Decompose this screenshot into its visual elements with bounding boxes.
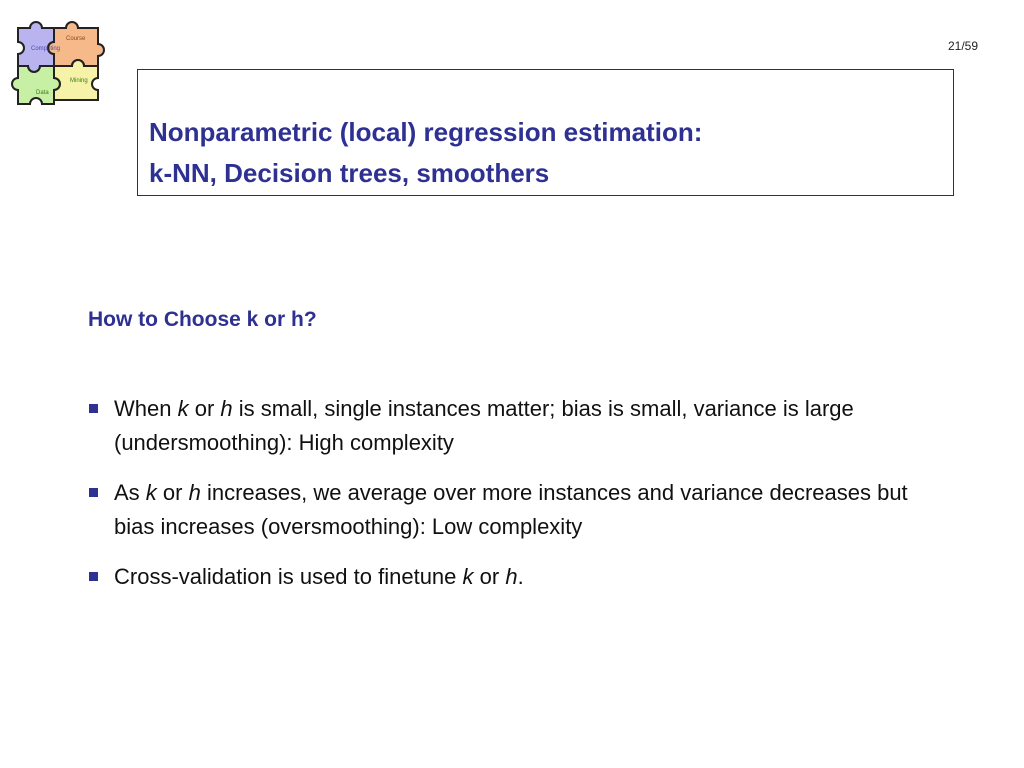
puzzle-logo [8,10,114,114]
puzzle-piece-data [12,66,60,104]
square-bullet-icon [89,572,98,581]
bullet-text: As k or h increases, we average over more instances and variance decreases but bias increases (oversmoothing): Low complexity [114,480,908,539]
bullet-text: When k or h is small, single instances matter; bias is small, variance is large (undersmoothing): High complexity [114,396,854,455]
bullet-text: Cross-validation is used to finetune k or h. [114,564,524,589]
svg-text:Computing: Computing [31,46,61,52]
page-title-line-2: k-NN, Decision trees, smoothers [149,158,550,188]
bullet-item [88,560,938,594]
square-bullet-icon [89,488,98,497]
svg-text:Mining: Mining [70,78,88,84]
title-box [137,69,954,196]
section-heading: How to Choose k or h? [88,308,317,331]
bullet-item [88,392,938,460]
svg-text:Course: Course [66,36,86,42]
square-bullet-icon [89,404,98,413]
svg-text:Data: Data [36,90,49,96]
page-number: 21/59 [947,39,978,53]
bullet-item [88,476,938,544]
page-title-line-1: Nonparametric (local) regression estimation: [149,117,703,147]
bullet-list [88,392,938,610]
